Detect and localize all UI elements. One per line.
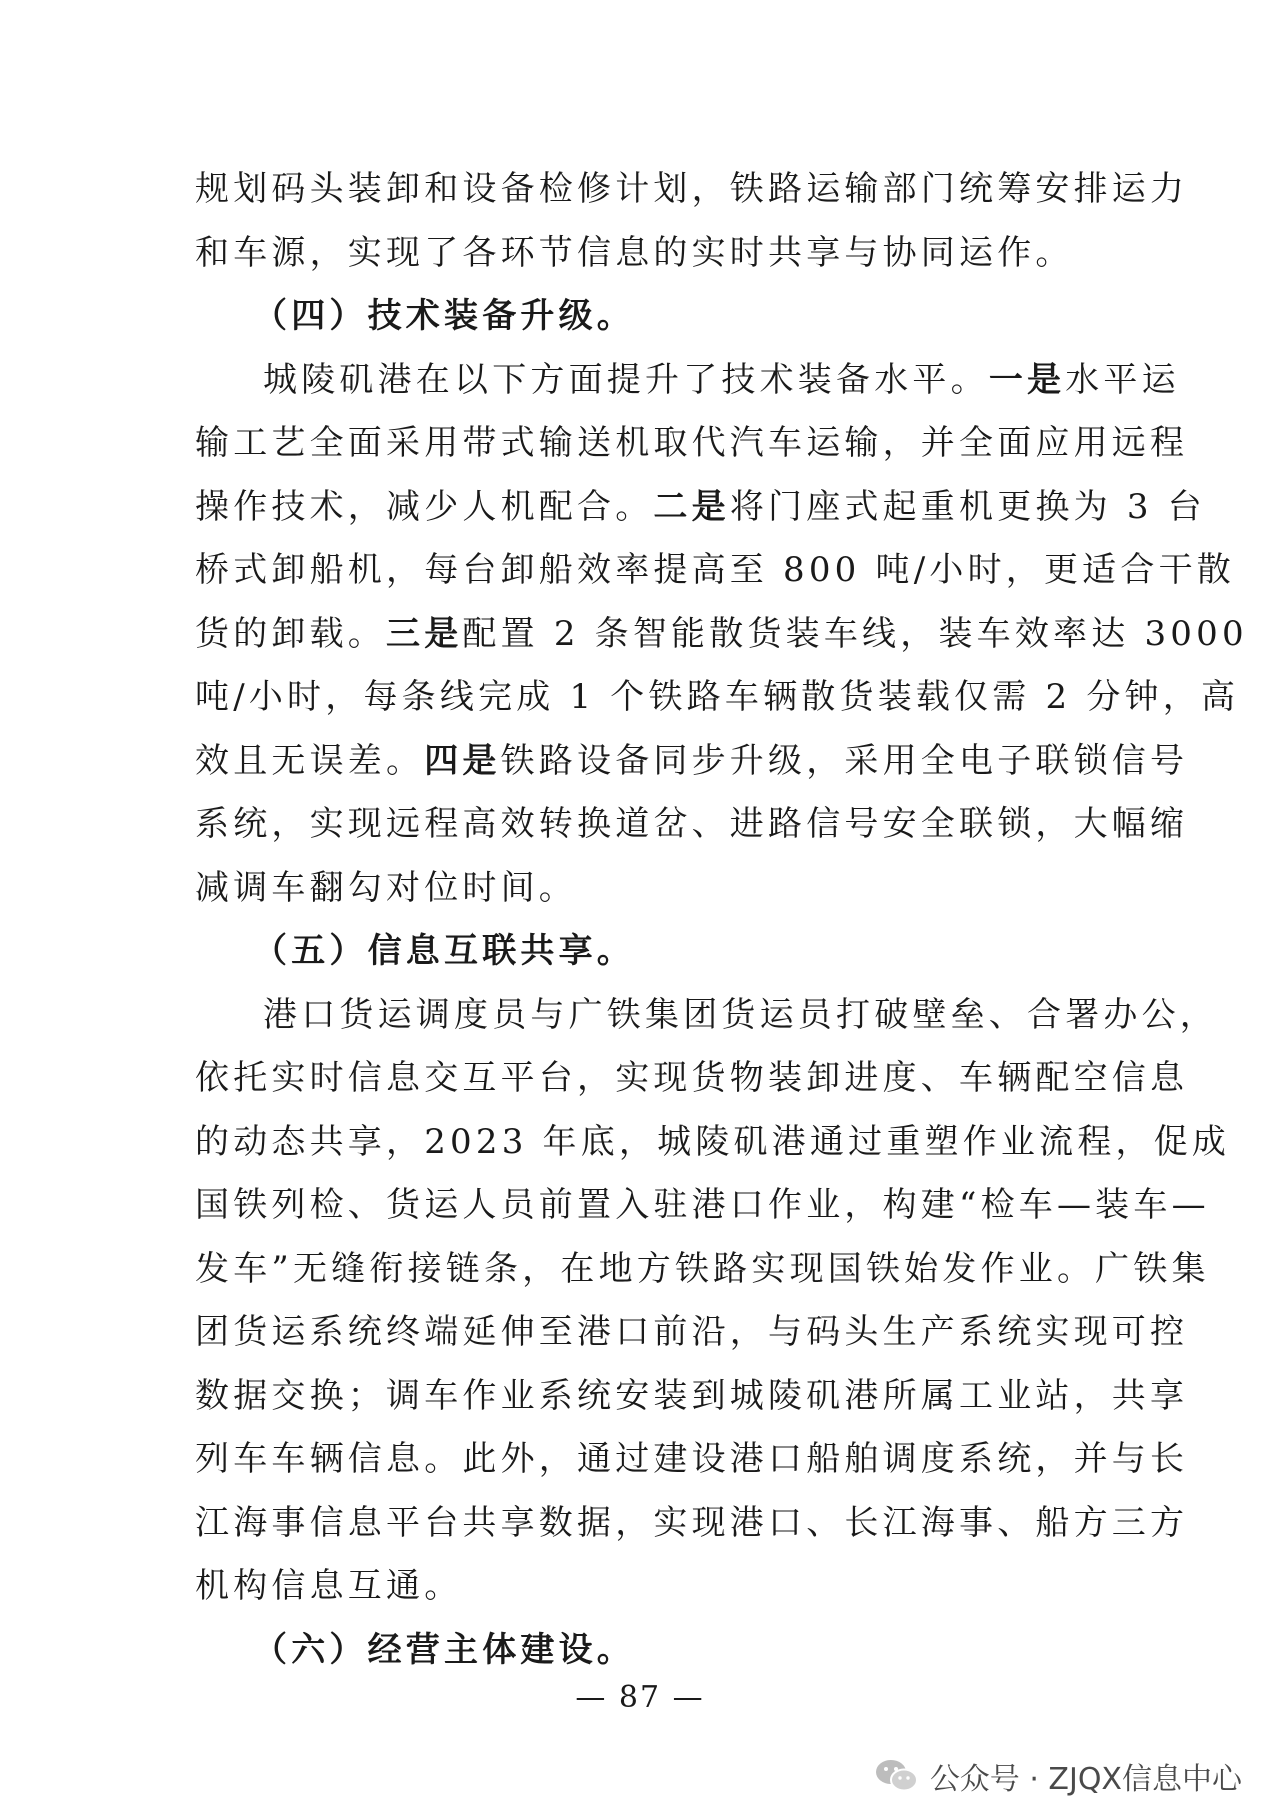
- section-heading-5: （五）信息互联共享。: [253, 931, 635, 971]
- section-heading-6: （六）经营主体建设。: [253, 1629, 635, 1670]
- body-line-2: 和车源，实现了各环节信息的实时共享与协同运作。: [195, 232, 1074, 273]
- watermark: [874, 1756, 1242, 1796]
- body-line-16: 的动态共享，2023 年底，城陵矶港通过重塑作业流程，促成: [195, 1121, 1231, 1162]
- body-line-15: 依托实时信息交互平台，实现货物装卸进度、车辆配空信息: [195, 1058, 1189, 1098]
- body-line-6: 操作技术，减少人机配合。二是将门座式起重机更换为 3 台: [195, 486, 1206, 527]
- document-body: [195, 158, 1248, 1682]
- body-line-17: 国铁列检、货运人员前置入驻港口作业，构建“检车—装车—: [195, 1185, 1210, 1225]
- body-line-22: 江海事信息平台共享数据，实现港口、长江海事、船方三方: [195, 1502, 1189, 1543]
- body-line-20: 数据交换；调车作业系统安装到城陵矶港所属工业站，共享: [195, 1375, 1189, 1416]
- body-line-12: 减调车翻勾对位时间。: [195, 867, 577, 908]
- body-line-23: 机构信息互通。: [195, 1566, 463, 1606]
- body-line-1: 规划码头装卸和设备检修计划，铁路运输部门统筹安排运力: [195, 169, 1189, 209]
- body-line-4: 城陵矶港在以下方面提升了技术装备水平。一是水平运: [263, 359, 1180, 400]
- body-line-10: 效且无误差。四是铁路设备同步升级，采用全电子联锁信号: [195, 740, 1189, 781]
- body-line-5: 输工艺全面采用带式输送机取代汽车运输，并全面应用远程: [195, 423, 1189, 463]
- wechat-icon: [874, 1758, 920, 1794]
- watermark-text: 公众号 · ZJQX信息中心: [929, 1762, 1242, 1797]
- page-number: — 87 —: [575, 1680, 705, 1715]
- body-line-14: 港口货运调度员与广铁集团货运员打破壁垒、合署办公，: [263, 994, 1218, 1035]
- body-line-7: 桥式卸船机，每台卸船效率提高至 800 吨/小时，更适合干散: [195, 550, 1235, 590]
- body-line-9: 吨/小时，每条线完成 1 个铁路车辆散货装载仅需 2 分钟，高: [195, 677, 1240, 717]
- body-line-21: 列车车辆信息。此外，通过建设港口船舶调度系统，并与长: [195, 1439, 1189, 1479]
- body-line-8: 货的卸载。三是配置 2 条智能散货装车线，装车效率达 3000: [195, 613, 1248, 654]
- body-line-18: 发车”无缝衔接链条，在地方铁路实现国铁始发作业。广铁集: [195, 1248, 1210, 1289]
- body-line-11: 系统，实现远程高效转换道岔、进路信号安全联锁，大幅缩: [195, 804, 1189, 844]
- section-heading-4: （四）技术装备升级。: [253, 296, 635, 336]
- body-line-19: 团货运系统终端延伸至港口前沿，与码头生产系统实现可控: [195, 1312, 1189, 1352]
